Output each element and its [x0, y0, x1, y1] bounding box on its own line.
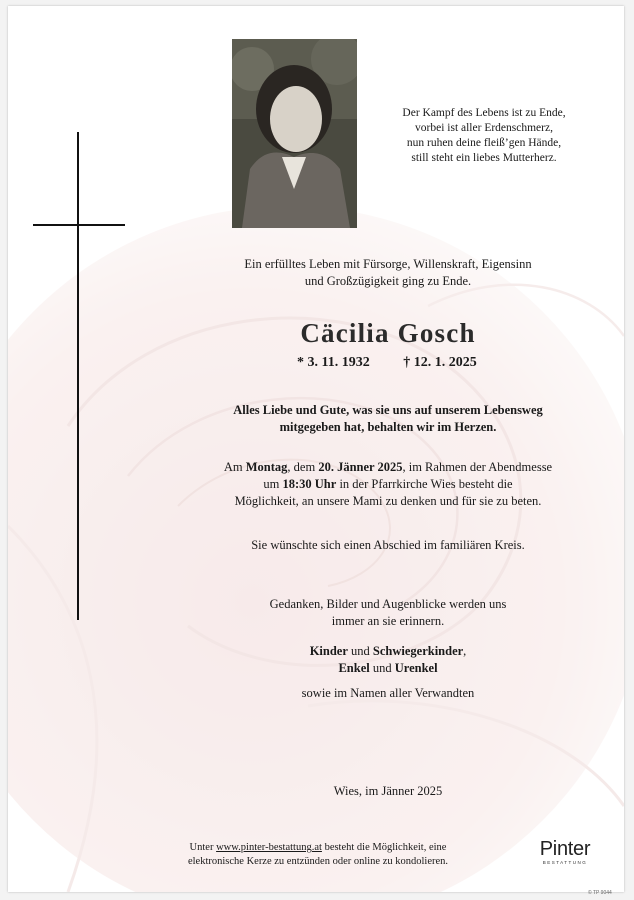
- service-day: Montag: [245, 460, 288, 474]
- cross-horizontal-bar: [33, 224, 125, 226]
- thoughts-text: [158, 596, 618, 630]
- deceased-name: Cäcilia Gosch: [300, 318, 476, 348]
- relatives-line: sowie im Namen aller Verwandten: [301, 686, 475, 700]
- poem-line: vorbei ist aller Erdenschmerz,: [415, 122, 553, 134]
- poem-line: still steht ein liebes Mutterherz.: [411, 152, 557, 164]
- message-line: Alles Liebe und Gute, was sie uns auf unserem Lebensweg: [233, 403, 543, 417]
- portrait-photo: [232, 39, 357, 228]
- place-date: Wies, im Jänner 2025: [333, 784, 443, 798]
- birth-date: * 3. 11. 1932: [297, 355, 370, 370]
- logo-wordmark: Pinter: [539, 838, 591, 860]
- thoughts-line: Gedanken, Bilder und Augenblicke werden uns: [269, 597, 507, 611]
- thoughts-line: immer an sie erinnern.: [331, 614, 445, 628]
- message-line: mitgegeben hat, behalten wir im Herzen.: [279, 420, 497, 434]
- footer-line-2: elektronische Kerze zu entzünden oder online zu kondolieren.: [187, 856, 449, 867]
- service-date: 20. Jänner 2025: [318, 460, 403, 474]
- death-date: † 12. 1. 2025: [403, 355, 477, 370]
- footer-line-1: Unter www.pinter-bestattung.at besteht die Möglichkeit, eine: [189, 842, 447, 853]
- service-line-1: Am Montag, dem 20. Jänner 2025, im Rahmen der Abendmesse: [223, 460, 553, 474]
- logo-subtitle: BESTATTUNG: [542, 860, 588, 865]
- footer-note: [153, 841, 483, 869]
- service-info: [158, 459, 618, 510]
- template-code: © TP 9044: [588, 890, 612, 896]
- memorial-message: [158, 402, 618, 436]
- poem-line: Der Kampf des Lebens ist zu Ende,: [402, 107, 566, 119]
- service-line-2: um 18:30 Uhr in der Pfarrkirche Wies besteht die: [263, 477, 513, 491]
- service-line-3: Möglichkeit, an unsere Mami zu denken und für sie zu beten.: [234, 494, 542, 508]
- poem-line: nun ruhen deine fleiß’gen Hände,: [406, 137, 562, 149]
- intro-line: Ein erfülltes Leben mit Fürsorge, Willenskraft, Eigensinn: [244, 257, 532, 271]
- farewell-note: Sie wünschte sich einen Abschied im familiären Kreis.: [251, 538, 525, 552]
- family-line-2: Enkel und Urenkel: [338, 661, 438, 675]
- family-line-1: Kinder und Schwiegerkinder,: [309, 644, 467, 658]
- obituary-sheet: [8, 6, 624, 892]
- life-dates: [297, 355, 477, 371]
- family-signature: [158, 643, 618, 677]
- intro-text: [158, 256, 618, 290]
- cross-vertical-bar: [77, 132, 79, 620]
- website-link[interactable]: www.pinter-bestattung.at: [216, 842, 322, 853]
- pinter-logo: [530, 838, 600, 865]
- service-time: 18:30 Uhr: [282, 477, 337, 491]
- intro-line: und Großzügigkeit ging zu Ende.: [304, 274, 472, 288]
- poem: [368, 106, 600, 166]
